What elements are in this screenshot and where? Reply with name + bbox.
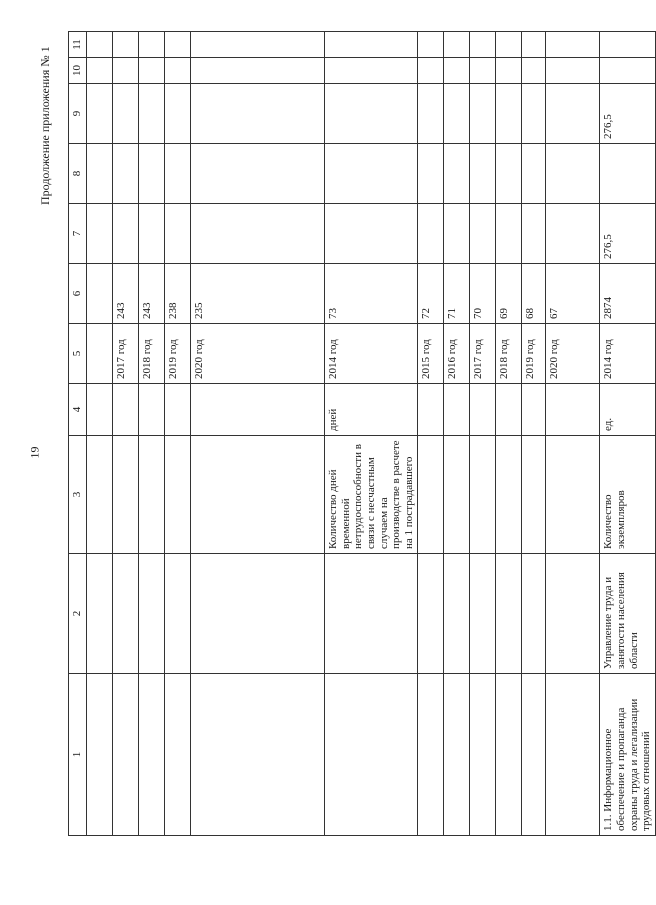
table-cell-c7 [470,204,496,264]
header-cell-6: 6 [69,264,87,324]
table-cell-c8 [522,144,546,204]
table-cell-c5: 2019 год [165,324,191,384]
table-cell-c5: 2016 год [444,324,470,384]
table-cell-c8 [325,144,418,204]
table-cell-c5 [87,324,113,384]
table-cell-c1 [191,674,325,836]
table-cell-c3 [496,436,522,554]
table-cell-c9 [546,84,600,144]
header-row [69,32,87,836]
table-cell-c10 [139,58,165,84]
table-cell-c11 [325,32,418,58]
table-cell-c3: Количество дней временной нетрудоспособности в связи с несчастным случаем на производстве в расчете на 1 пострадавшего [325,436,418,554]
table-cell-c5: 2019 год [522,324,546,384]
table-cell-c4 [165,384,191,436]
table-cell-c4 [418,384,444,436]
table-cell-c7 [496,204,522,264]
table-cell-c8 [496,144,522,204]
table-cell-c5: 2018 год [496,324,522,384]
table-cell-c10 [522,58,546,84]
table-cell-c6: 238 [165,264,191,324]
table-cell-c7 [546,204,600,264]
table-cell-c7 [444,204,470,264]
table-cell-c1 [470,674,496,836]
table-cell-c4 [191,384,325,436]
table-row [470,32,496,836]
table-cell-c1 [418,674,444,836]
table-cell-c11 [139,32,165,58]
table-cell-c2 [470,554,496,674]
table-cell-c8 [139,144,165,204]
table-row [444,32,470,836]
table-cell-c1 [496,674,522,836]
table-cell-c2 [325,554,418,674]
table-cell-c11 [522,32,546,58]
table-cell-c9 [113,84,139,144]
table-cell-c9 [139,84,165,144]
table-cell-c3 [191,436,325,554]
header-cell-2: 2 [69,554,87,674]
table-cell-c1 [87,674,113,836]
table-cell-c10 [113,58,139,84]
header-cell-5: 5 [69,324,87,384]
table-cell-c4 [444,384,470,436]
table-cell-c11 [546,32,600,58]
table-cell-c2 [87,554,113,674]
table-row [325,32,418,836]
table-row [600,32,656,836]
table-cell-c5: 2018 год [139,324,165,384]
table-cell-c10 [191,58,325,84]
table-cell-c4 [113,384,139,436]
table-cell-c7 [325,204,418,264]
table-cell-c11 [496,32,522,58]
table-cell-c4 [496,384,522,436]
table-cell-c6: 68 [522,264,546,324]
table-cell-c5: 2014 год [325,324,418,384]
table-cell-c3 [522,436,546,554]
table-cell-c10 [600,58,656,84]
table-cell-c5: 2017 год [470,324,496,384]
table-cell-c5: 2014 год [600,324,656,384]
table-cell-c2 [139,554,165,674]
table-cell-c1 [444,674,470,836]
table-cell-c2 [191,554,325,674]
table-row [546,32,600,836]
table-cell-c6: 235 [191,264,325,324]
table-cell-c6: 73 [325,264,418,324]
table-cell-c8 [546,144,600,204]
header-cell-11: 11 [69,32,87,58]
table-cell-c1 [325,674,418,836]
table-cell-c7: 276,5 [600,204,656,264]
header-cell-4: 4 [69,384,87,436]
table-cell-c9 [496,84,522,144]
table-cell-c4: ед. [600,384,656,436]
rotated-table-wrapper [68,32,653,836]
header-cell-3: 3 [69,436,87,554]
table-cell-c4 [139,384,165,436]
table-cell-c2 [418,554,444,674]
table-cell-c6: 72 [418,264,444,324]
table-cell-c9 [522,84,546,144]
table-cell-c6 [87,264,113,324]
table-cell-c8 [418,144,444,204]
table-cell-c1 [165,674,191,836]
table-cell-c10 [470,58,496,84]
table-cell-c10 [418,58,444,84]
table-cell-c8 [444,144,470,204]
table-cell-c3 [87,436,113,554]
table-cell-c3 [113,436,139,554]
table-cell-c8 [600,144,656,204]
table-row [139,32,165,836]
table-cell-c3 [470,436,496,554]
table-cell-c4 [470,384,496,436]
table-cell-c10 [165,58,191,84]
table-cell-c3 [546,436,600,554]
table-cell-c8 [191,144,325,204]
table-cell-c11 [470,32,496,58]
table-cell-c10 [444,58,470,84]
table-row [418,32,444,836]
table-cell-c6: 70 [470,264,496,324]
table-cell-c11 [418,32,444,58]
table-cell-c3: Количество экземпляров [600,436,656,554]
table-cell-c5: 2020 год [546,324,600,384]
table-cell-c2 [546,554,600,674]
table-cell-c9 [165,84,191,144]
table-cell-c10 [325,58,418,84]
table-cell-c7 [418,204,444,264]
header-cell-1: 1 [69,674,87,836]
table-cell-c6: 243 [113,264,139,324]
table-cell-c9 [325,84,418,144]
table-cell-c10 [496,58,522,84]
table-cell-c7 [113,204,139,264]
table-cell-c6: 71 [444,264,470,324]
table-cell-c11 [87,32,113,58]
table-cell-c6: 67 [546,264,600,324]
table-cell-c3 [444,436,470,554]
table-cell-c6: 2874 [600,264,656,324]
table-cell-c9 [191,84,325,144]
table-row [165,32,191,836]
table-cell-c8 [470,144,496,204]
table-cell-c4 [546,384,600,436]
table-cell-c9 [418,84,444,144]
table-cell-c8 [165,144,191,204]
table-cell-c6: 69 [496,264,522,324]
table-cell-c4: дней [325,384,418,436]
table-cell-c2 [444,554,470,674]
table-cell-c1 [113,674,139,836]
table-cell-c7 [87,204,113,264]
table-cell-c4 [522,384,546,436]
table-cell-c9: 276,5 [600,84,656,144]
table-cell-c2: Управление труда и занятости населения области [600,554,656,674]
continuation-label: Продолжение приложения № 1 [38,46,52,205]
data-table [68,31,656,836]
table-cell-c7 [522,204,546,264]
table-row [496,32,522,836]
page-number: 19 [27,446,42,459]
table-cell-c8 [87,144,113,204]
table-cell-c2 [522,554,546,674]
table-cell-c2 [496,554,522,674]
table-cell-c9 [87,84,113,144]
header-cell-8: 8 [69,144,87,204]
table-row [113,32,139,836]
table-cell-c5: 2020 год [191,324,325,384]
table-row [522,32,546,836]
table-cell-c7 [165,204,191,264]
table-row [191,32,325,836]
table-cell-c9 [444,84,470,144]
table-cell-c1 [522,674,546,836]
table-cell-c11 [191,32,325,58]
table-cell-c1 [546,674,600,836]
table-row [87,32,113,836]
table-cell-c3 [139,436,165,554]
table-cell-c11 [165,32,191,58]
header-cell-9: 9 [69,84,87,144]
table-cell-c2 [113,554,139,674]
table-cell-c3 [418,436,444,554]
table-cell-c1 [139,674,165,836]
table-cell-c2 [165,554,191,674]
table-cell-c11 [113,32,139,58]
header-cell-7: 7 [69,204,87,264]
table-cell-c10 [546,58,600,84]
table-cell-c11 [444,32,470,58]
table-cell-c11 [600,32,656,58]
table-cell-c1: 1.1. Информационное обеспечение и пропаганда охраны труда и легализации трудовых отношений [600,674,656,836]
table-cell-c3 [165,436,191,554]
table-cell-c10 [87,58,113,84]
table-cell-c8 [113,144,139,204]
table-cell-c7 [139,204,165,264]
table-cell-c5: 2017 год [113,324,139,384]
table-cell-c5: 2015 год [418,324,444,384]
table-cell-c7 [191,204,325,264]
table-cell-c6: 243 [139,264,165,324]
header-cell-10: 10 [69,58,87,84]
table-cell-c4 [87,384,113,436]
table-cell-c9 [470,84,496,144]
